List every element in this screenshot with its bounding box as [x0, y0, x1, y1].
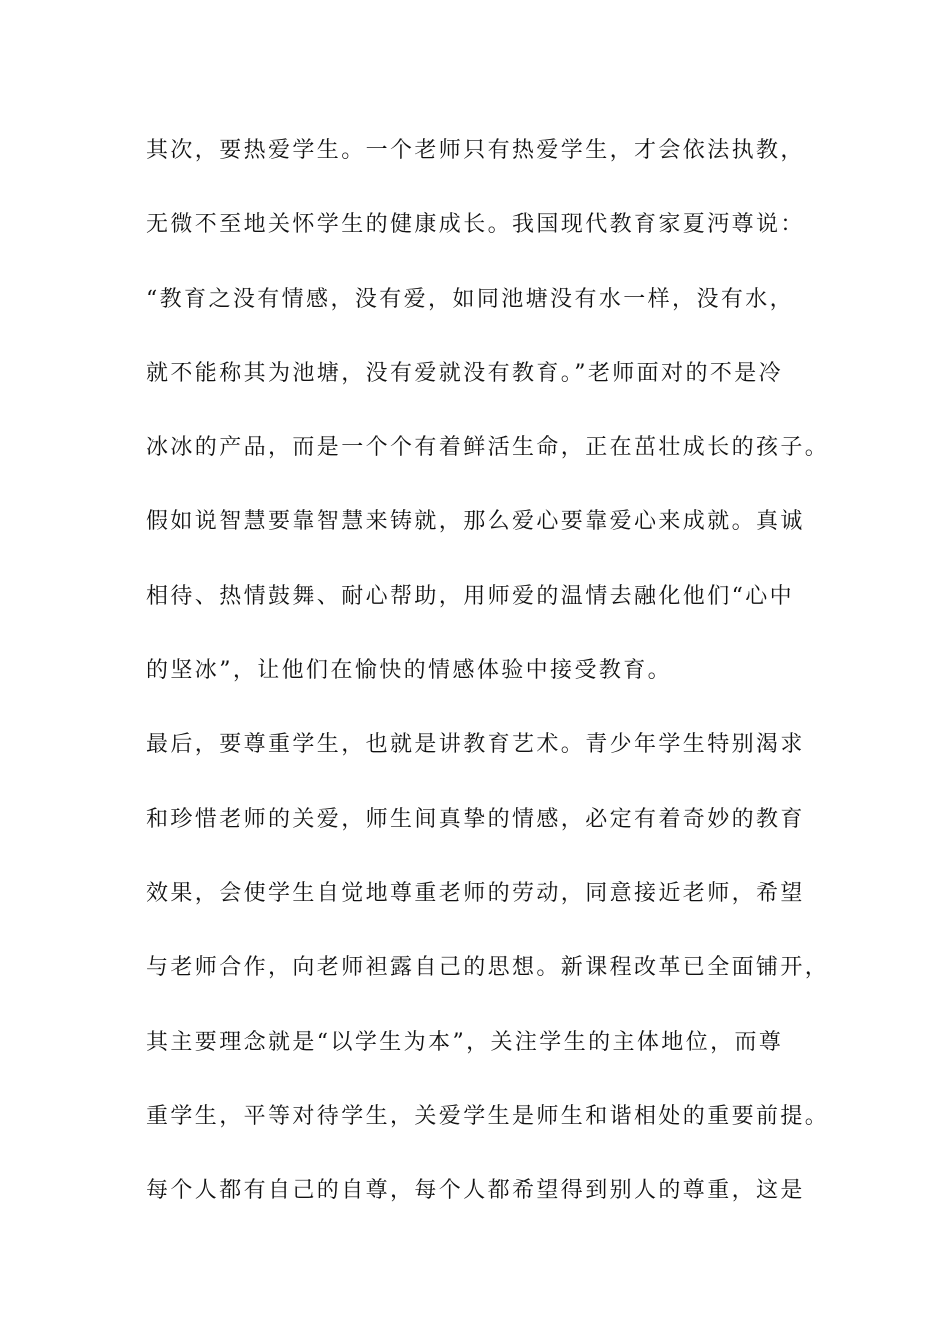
text-line: 最后，要尊重学生，也就是讲教育艺术。青少年学生特别渴求 — [146, 732, 805, 758]
text-line: 其次，要热爱学生。一个老师只有热爱学生，才会依法执教， — [146, 138, 805, 163]
text-line: 与老师合作，向老师袒露自己的思想。新课程改革已全面铺开， — [146, 955, 830, 981]
document-body — [146, 131, 846, 1245]
text-line: 的坚冰”，让他们在愉快的情感体验中接受教育。 — [146, 658, 673, 684]
text-line: “教育之没有情感，没有爱，如同池塘没有水一样，没有水， — [146, 286, 795, 312]
text-line: 每个人都有自己的自尊，每个人都希望得到别人的尊重，这是 — [146, 1178, 805, 1204]
text-line: 冰冰的产品，而是一个个有着鲜活生命，正在茁壮成长的孩子。 — [146, 435, 830, 461]
text-line: 效果，会使学生自觉地尊重老师的劳动，同意接近老师，希望 — [146, 880, 805, 906]
text-line: 和珍惜老师的关爱，师生间真挚的情感，必定有着奇妙的教育 — [146, 806, 805, 832]
text-line: 假如说智慧要靠智慧来铸就，那么爱心要靠爱心来成就。真诚 — [146, 509, 805, 535]
text-line: 就不能称其为池塘，没有爱就没有教育。”老师面对的不是冷 — [146, 360, 784, 386]
text-line: 相待、热情鼓舞、耐心帮助，用师爱的温情去融化他们“心中 — [146, 583, 795, 609]
text-line: 无微不至地关怀学生的健康成长。我国现代教育家夏沔尊说： — [146, 212, 805, 238]
text-line: 其主要理念就是“以学生为本”，关注学生的主体地位，而尊 — [146, 1029, 784, 1055]
text-line: 重学生，平等对待学生，关爱学生是师生和谐相处的重要前提。 — [146, 1103, 830, 1129]
